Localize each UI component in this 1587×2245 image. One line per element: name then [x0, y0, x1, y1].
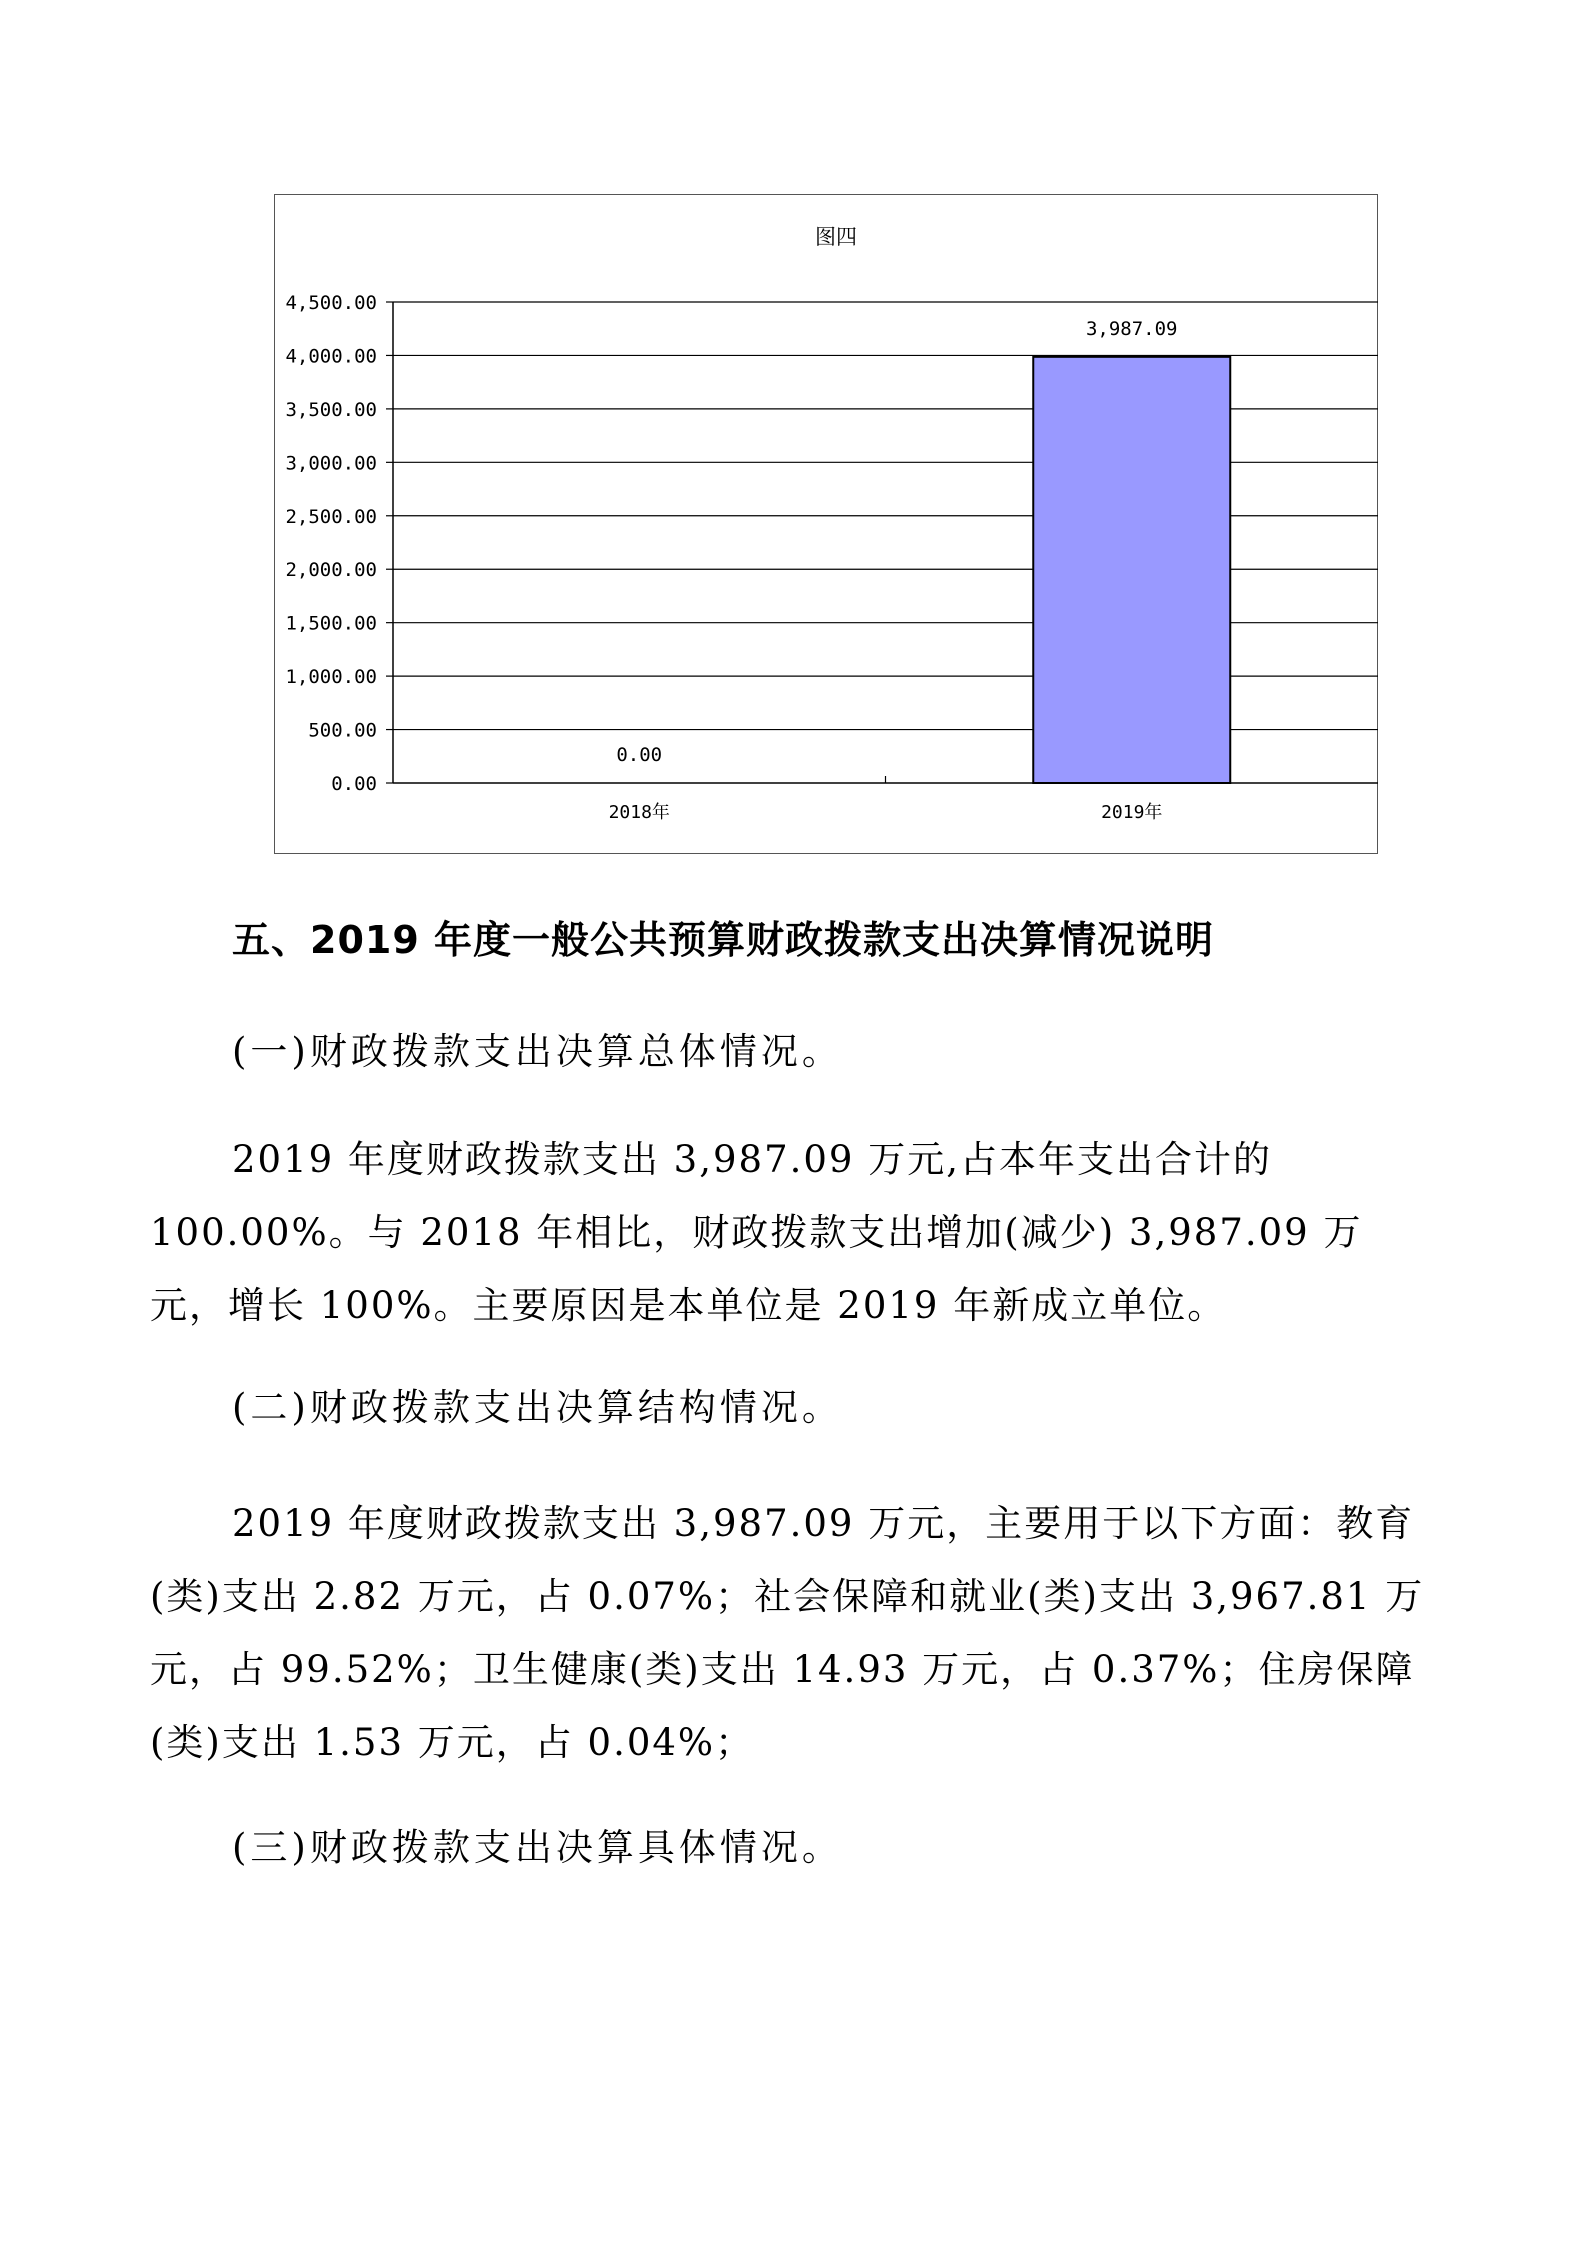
y-axis-ticks [285, 292, 393, 795]
y-tick-label: 0.00 [331, 773, 377, 795]
y-tick-label: 2,500.00 [285, 505, 377, 528]
paragraph-overall: 2019 年度财政拨款支出 3,987.09 万元,占本年支出合计的 100.00%。与 2018 年相比，财政拨款支出增加(减少) 3,987.09 万元，增长 100%。主要原因是本单位是 2019 年新成立单位。 [150, 1138, 1363, 1327]
x-tick-label: 2018年 [608, 802, 670, 823]
bar-chart [0, 0, 1587, 900]
y-tick-label: 500.00 [308, 719, 377, 742]
bar [1033, 357, 1230, 783]
y-tick-label: 2,000.00 [285, 559, 377, 582]
subheading-overall: (一)财政拨款支出决算总体情况。 [232, 1030, 843, 1073]
x-tick-label: 2019年 [1101, 802, 1163, 823]
chart-title: 图四 [815, 225, 857, 249]
y-tick-label: 1,500.00 [285, 612, 377, 635]
bar-data-label: 3,987.09 [1085, 317, 1178, 340]
y-tick-label: 1,000.00 [285, 666, 377, 689]
y-tick-label: 3,500.00 [285, 398, 377, 421]
section-heading: 五、2019 年度一般公共预算财政拨款支出决算情况说明 [232, 918, 1214, 962]
bars [1033, 357, 1230, 783]
subheading-detail: (三)财政拨款支出决算具体情况。 [232, 1826, 843, 1869]
y-tick-label: 3,000.00 [285, 452, 377, 475]
subheading-structure: (二)财政拨款支出决算结构情况。 [232, 1386, 843, 1429]
paragraph-structure: 2019 年度财政拨款支出 3,987.09 万元，主要用于以下方面：教育(类)支出 2.82 万元，占 0.07%；社会保障和就业(类)支出 3,967.81 万元，占 99.52%；卫生健康(类)支出 14.93 万元，占 0.37%；住房保障(类)支出 1.53 万元，占 0.04%； [150, 1502, 1425, 1764]
y-tick-label: 4,000.00 [285, 345, 377, 368]
bar-data-label: 0.00 [616, 744, 663, 766]
y-tick-label: 4,500.00 [285, 292, 377, 314]
